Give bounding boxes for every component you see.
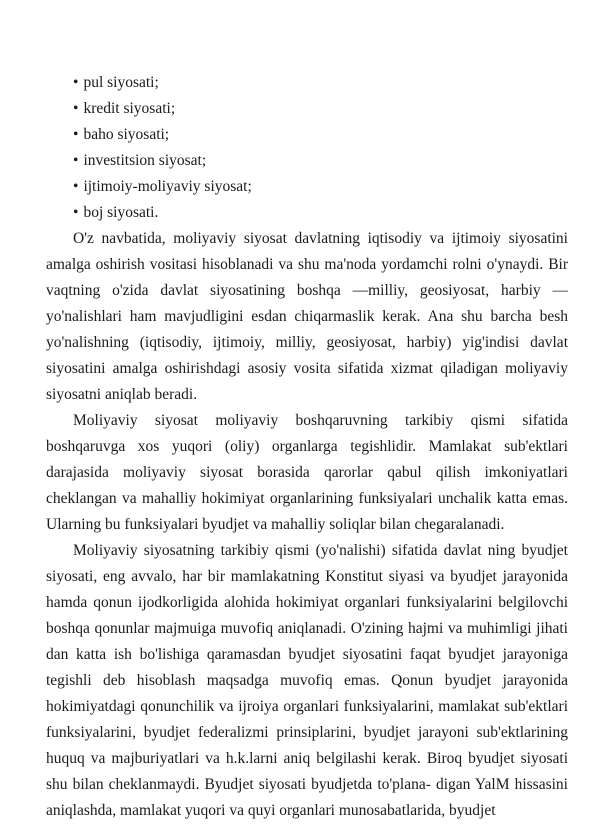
- body-paragraph: Moliyaviy siyosat moliyaviy boshqaruvning tarkibiy qismi sifatida boshqaruvga xos yuqori (oliy) organlarga tegishlidir. Mamlakat sub'ektlari darajasida moliyaviy siyosat borasida qarorlar qabul qilish imkoniyatlari cheklangan va mahalliy hokimiyat organlarining funksiyalari unchalik katta emas. Ularning bu funksiyalari byudjet va mahalliy soliqlar bilan chegaralanadi.: [46, 412, 568, 533]
- bullet-icon: •: [73, 204, 79, 221]
- text-block: [46, 70, 568, 824]
- bullet-item-label: baho siyosati;: [83, 126, 170, 143]
- policy-bullet-list: [46, 70, 568, 226]
- bullet-item: [46, 200, 568, 226]
- bullet-item: [46, 148, 568, 174]
- bullet-item-label: ijtimoiy-moliyaviy siyosat;: [83, 178, 252, 195]
- bullet-item-label: kredit siyosati;: [83, 100, 176, 117]
- bullet-icon: •: [73, 152, 79, 169]
- bullet-item: [46, 70, 568, 96]
- bullet-icon: •: [73, 126, 79, 143]
- bullet-item: [46, 174, 568, 200]
- bullet-item: [46, 96, 568, 122]
- bullet-icon: •: [73, 178, 79, 195]
- body-paragraph: O'z navbatida, moliyaviy siyosat davlatning iqtisodiy va ijtimoiy siyosatini amalga oshirish vositasi hisoblanadi va shu ma'noda yordamchi rolni o'ynaydi. Bir vaqtning o'zida davlat siyosatining boshqa —milliy, geosiyosat, harbiy —yo'nalishlari ham mavjudligini esdan chiqarmaslik kerak. Ana shu barcha besh yo'nalishning (iqtisodiy, ijtimoiy, milliy, geosiyosat, harbiy) yig'indisi davlat siyosatini amalga oshirishdagi asosiy vosita sifatida xizmat qiladigan moliyaviy siyosatni aniqlab beradi.: [46, 230, 568, 403]
- bullet-item-label: boj siyosati.: [83, 204, 159, 221]
- bullet-icon: •: [73, 74, 79, 91]
- bullet-item-label: investitsion siyosat;: [83, 152, 207, 169]
- body-paragraph: Moliyaviy siyosatning tarkibiy qismi (yo'nalishi) sifatida davlat ning byudjet siyosati, eng avvalo, har bir mamlakatning Konstitut siyasi va byudjet jarayonida hamda qonun ijodkorligida alohida hokimiyat organlari funksiyalarini belgilovchi boshqa qonunlar majmuiga muvofiq aniqlanadi. O'zining hajmi va muhimligi jihati dan katta ish bo'lishiga qaramasdan byudjet siyosatini faqat byudjet jarayoniga tegishli deb hisoblash maqsadga muvofiq emas. Qonun byudjet jarayonida hokimiyatdagi qonunchilik va ijroiya organlari funksiyalarini, mamlakat sub'ektlari funksiyalarini, byudjet federalizmi prinsiplarini, byudjet jarayoni sub'ektlarining huquq va majburiyatlari va h.k.larni aniq belgilashi kerak. Biroq byudjet siyosati shu bilan cheklanmaydi. Byudjet siyosati byudjetda to'plana- digan YalM hissasini aniqlashda, mamlakat yuqori va quyi organlari munosabatlarida, byudjet: [46, 542, 568, 819]
- bullet-icon: •: [73, 100, 79, 117]
- bullet-item: [46, 122, 568, 148]
- bullet-item-label: pul siyosati;: [83, 74, 159, 91]
